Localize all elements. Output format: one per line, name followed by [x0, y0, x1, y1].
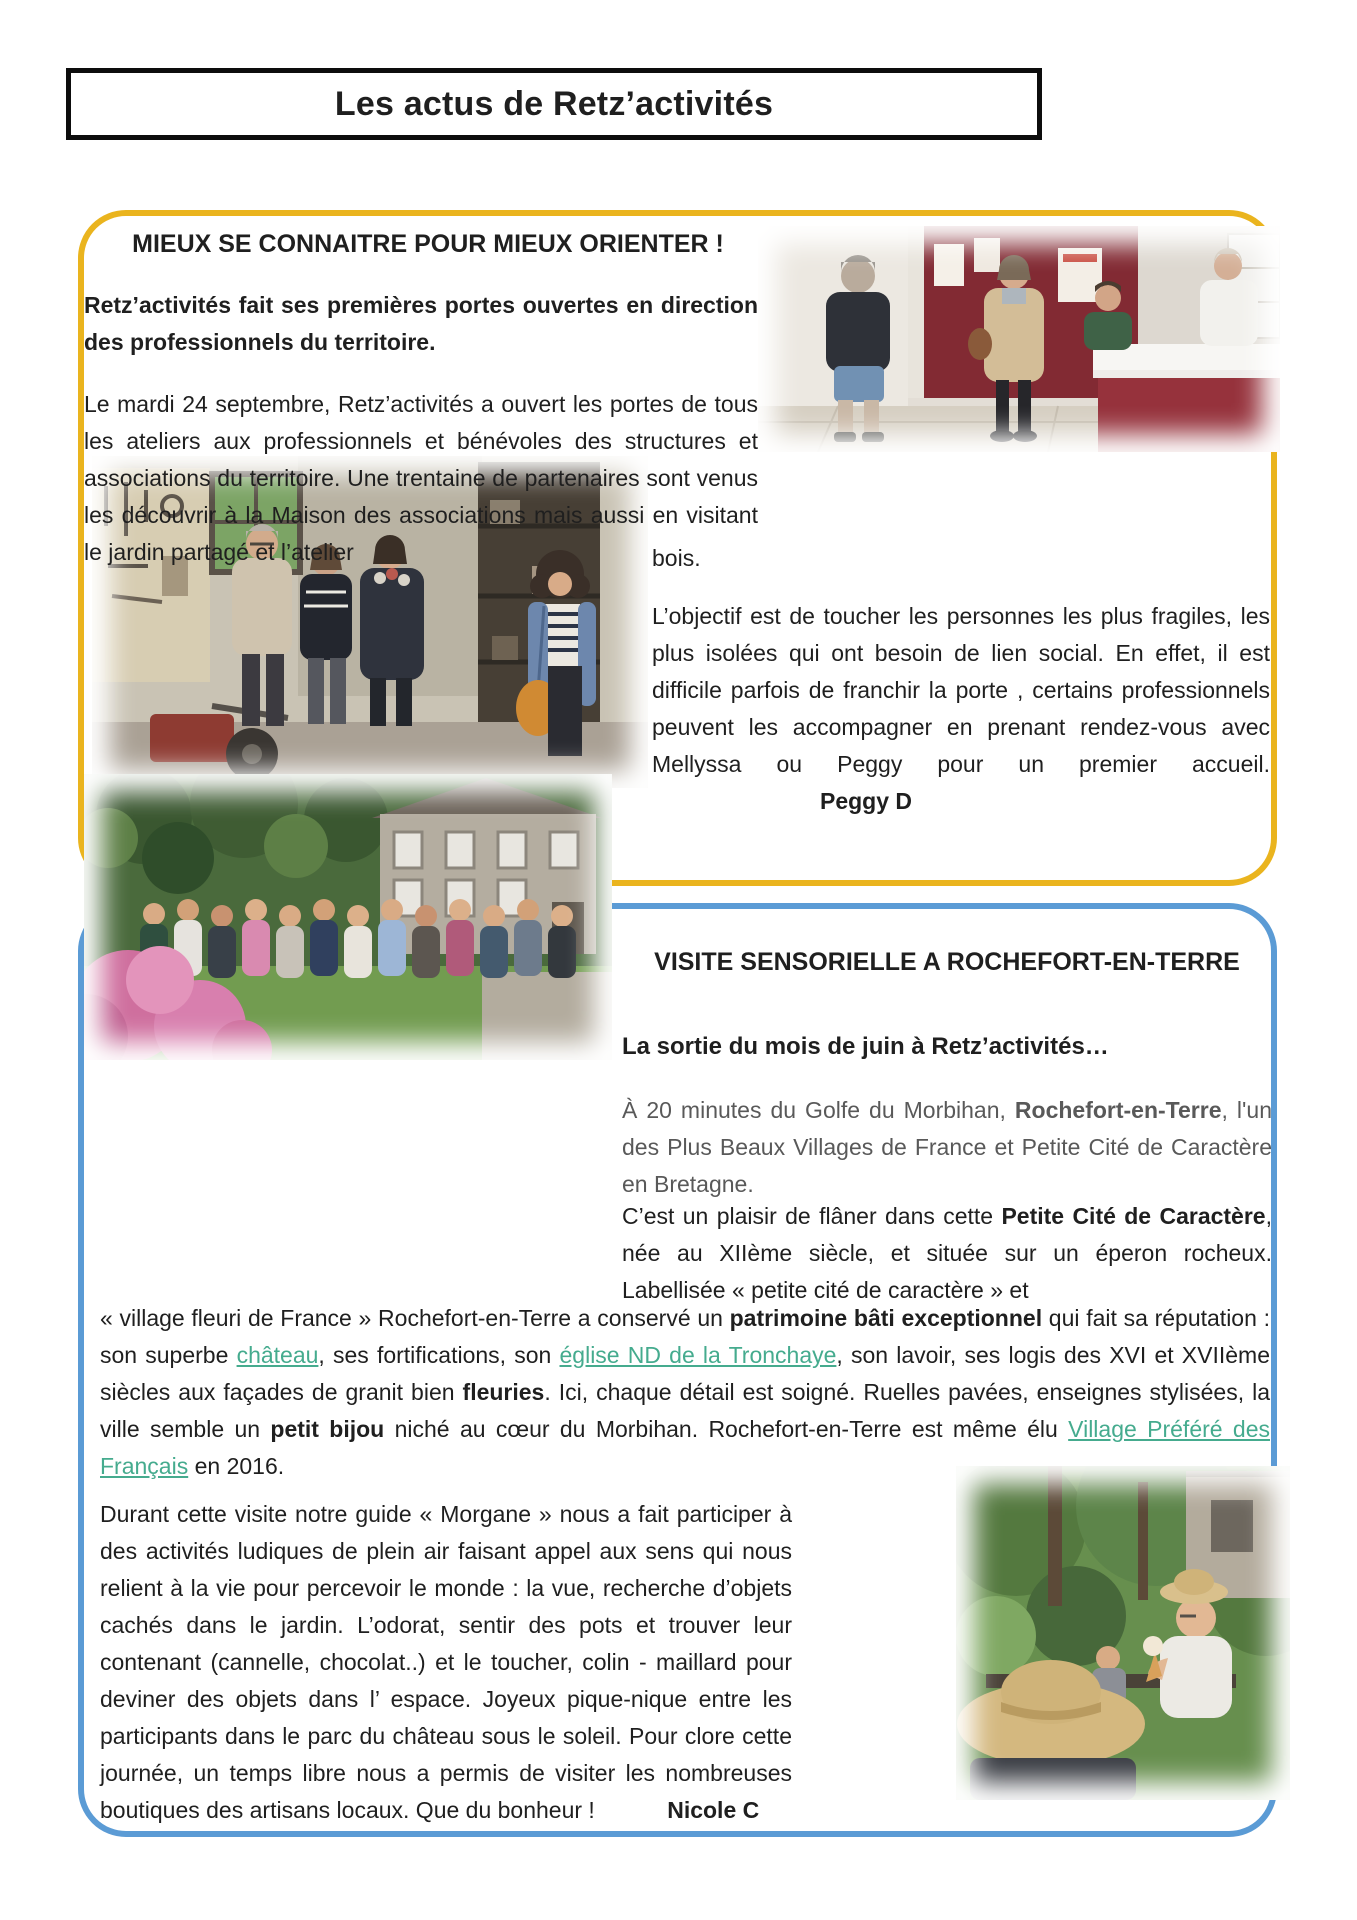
- garden-scene-illustration: [84, 774, 612, 1060]
- signature-nicole: Nicole C: [667, 1797, 760, 1823]
- visit-heading: VISITE SENSORIELLE A ROCHEFORT-EN-TERRE: [654, 948, 1240, 976]
- open-house-paragraph-1-cont: bois.: [652, 545, 701, 571]
- photo-garden-group: [84, 774, 612, 1060]
- open-house-paragraph-2: [652, 598, 1270, 820]
- page-title-box: [66, 68, 1042, 140]
- page-title: Les actus de Retz’activités: [334, 84, 774, 123]
- hyperlink[interactable]: Village Préféré des Français: [100, 1416, 1270, 1479]
- reception-scene-illustration: [758, 226, 1280, 452]
- visit-city-paragraph: C’est un plaisir de flâner dans cette Petite Cité de Caractère, née au XIIème siècle, et située sur un éperon rocheux. Labellisée « petite cité de caractère » et: [622, 1203, 1272, 1303]
- hyperlink[interactable]: église ND de la Tronchaye: [559, 1342, 837, 1368]
- open-house-intro: Retz’activités fait ses premières portes ouvertes en direction des professionnels du territoire.: [84, 292, 758, 355]
- photo-picnic: [956, 1466, 1290, 1800]
- open-house-paragraph-2-text: L’objectif est de toucher les personnes les plus fragiles, les plus isolées qui ont besoin de lien social. En effet, il est difficile parfois de franchir la porte , certains professionnels peuvent les accompagner en prenant rendez-vous avec Mellyssa ou Peggy pour un premier accueil.: [652, 603, 1270, 777]
- picnic-scene-illustration: [956, 1466, 1290, 1800]
- signature-peggy: Peggy D: [820, 788, 913, 814]
- visit-last-paragraph-text: Durant cette visite notre guide « Morgane » nous a fait participer à des activités ludiques de plein air faisant appel aux sens qui nous relient à la vie pour percevoir le monde : la vue, recherche d’objets cachés dans le jardin. L’odorat, sentir des pots et trouver leur contenant (cannelle, chocolat..) et le toucher, colin - maillard pour deviner des objets dans l’ espace. Joyeux pique-nique entre les participants dans le parc du château sous le soleil. Pour clore cette journée, un temps libre nous a permis de visiter les nombreuses boutiques des artisans locaux. Que du bonheur !: [100, 1501, 792, 1823]
- visit-heritage-paragraph: « village fleuri de France » Rochefort-en-Terre a conservé un patrimoine bâti exceptionnel qui fait sa réputation : son superbe château, ses fortifications, son église ND de la Tronchaye, son lavoir, ses logis des XVI et XVIIème siècles aux façades de granit bien fleuries. Ici, chaque détail est soigné. Ruelles pavées, enseignes stylisées, la ville semble un petit bijou niché au cœur du Morbihan. Rochefort-en-Terre est même élu Village Préféré des Français en 2016.: [100, 1305, 1271, 1479]
- visit-intro-paragraph: À 20 minutes du Golfe du Morbihan, Rochefort-en-Terre, l'un des Plus Beaux Villages de France et Petite Cité de Caractère en Bretagne.: [622, 1097, 1272, 1197]
- open-house-heading: MIEUX SE CONNAITRE POUR MIEUX ORIENTER !: [132, 230, 724, 258]
- visit-last-paragraph: [100, 1496, 792, 1829]
- photo-open-house-reception: [758, 226, 1280, 452]
- visit-subtitle: La sortie du mois de juin à Retz’activités…: [622, 1033, 1109, 1060]
- open-house-paragraph-1: Le mardi 24 septembre, Retz’activités a ouvert les portes de tous les ateliers aux professionnels et bénévoles des structures et associations du territoire. Une trentaine de partenaires sont venus les découvrir à la Maison des associations mais aussi en visitant le jardin partagé et l’atelier: [84, 391, 758, 565]
- hyperlink[interactable]: château: [236, 1342, 319, 1368]
